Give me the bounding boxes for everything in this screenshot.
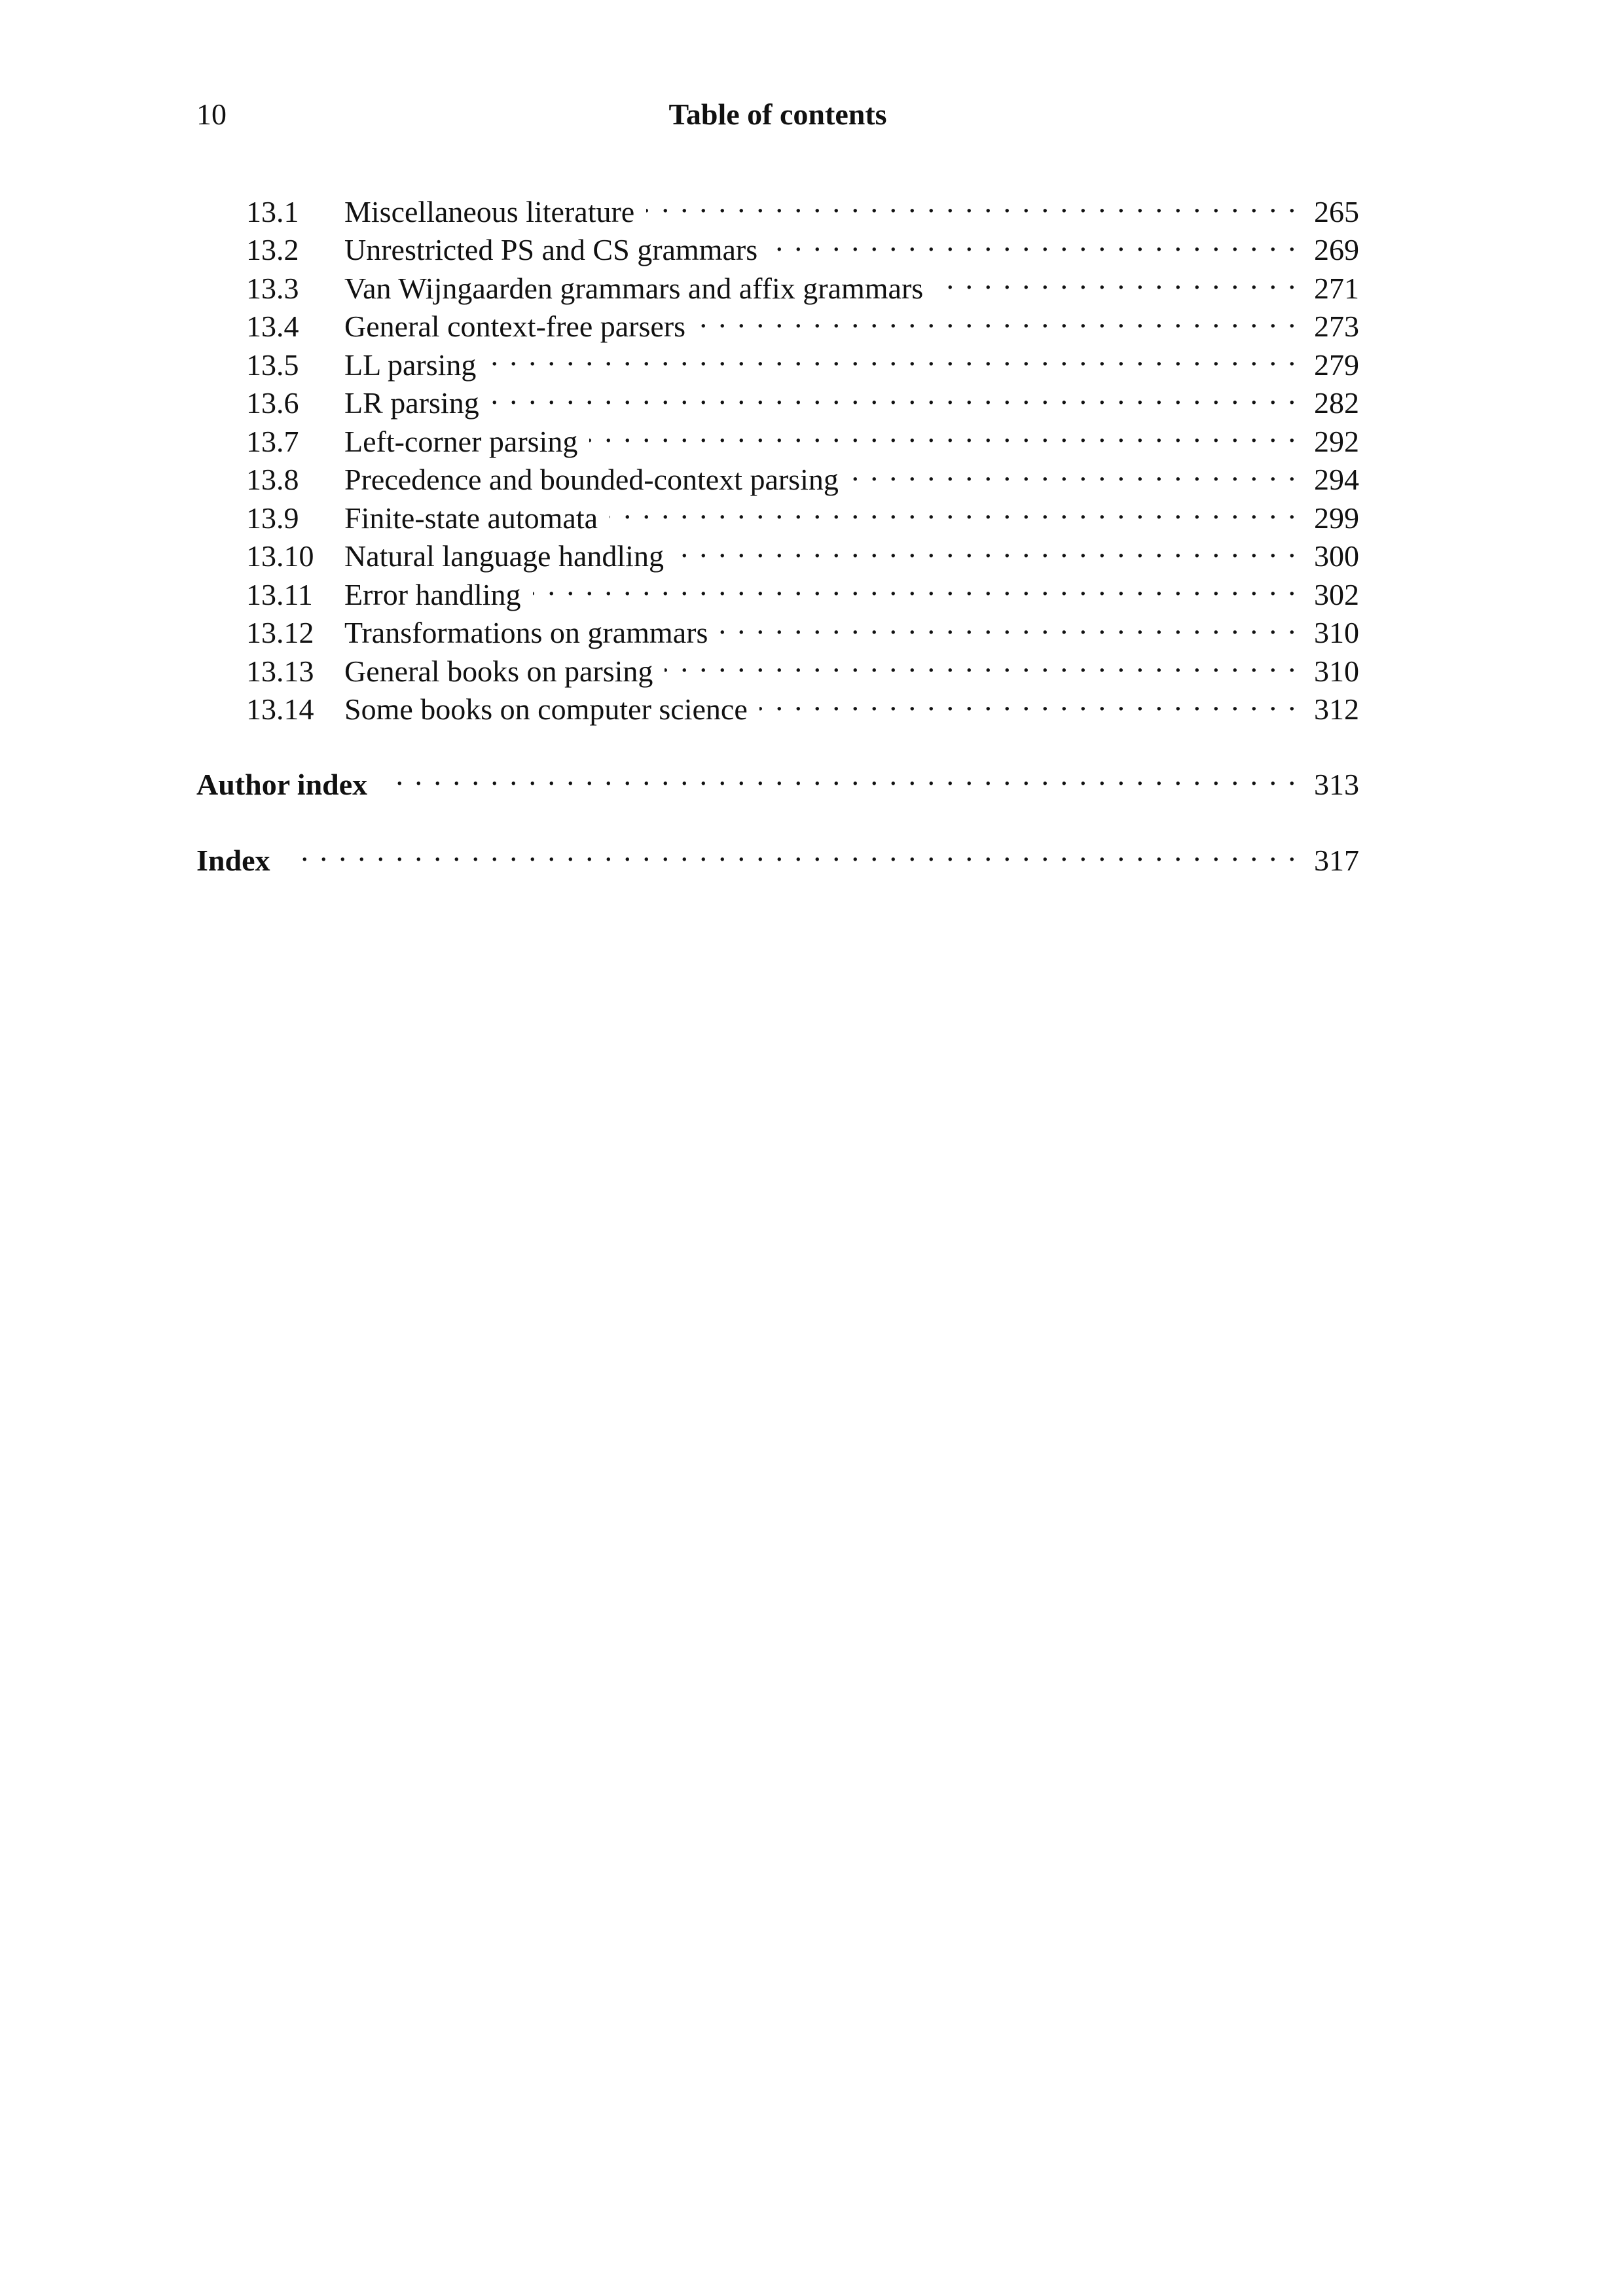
toc-entry[interactable]	[196, 183, 1359, 228]
section-number: 13.6	[246, 386, 299, 420]
section-number: 13.12	[246, 616, 314, 649]
section-number: 13.14	[246, 692, 314, 726]
section-title: Transformations on grammars	[344, 616, 708, 649]
dot-leader	[850, 452, 1298, 490]
dot-leader	[769, 222, 1298, 260]
dot-leader	[935, 260, 1298, 298]
section-number: 13.4	[246, 310, 299, 343]
section-number: 13.3	[246, 271, 299, 305]
dot-leader	[676, 528, 1298, 567]
section-title: Unrestricted PS and CS grammars	[344, 233, 758, 266]
author-index-page: 313	[1309, 766, 1359, 804]
section-number: 13.11	[246, 577, 313, 611]
section-number: 13.2	[246, 233, 299, 266]
toc-entry-index[interactable]	[196, 832, 1359, 877]
toc-list	[196, 183, 1359, 726]
dot-leader	[720, 605, 1298, 643]
section-title: LL parsing	[344, 348, 477, 382]
section-page: 300	[1309, 537, 1359, 576]
page-number: 10	[196, 98, 227, 131]
section-title: Natural language handling	[344, 539, 664, 573]
section-title: Error handling	[344, 577, 521, 611]
section-number: 13.7	[246, 424, 299, 458]
index-entry-block	[196, 832, 1359, 877]
section-title: Finite-state automata	[344, 501, 598, 535]
section-title: Precedence and bounded-context parsing	[344, 463, 839, 496]
section-number: 13.10	[246, 539, 314, 573]
section-page: 299	[1309, 499, 1359, 538]
dot-leader	[491, 375, 1298, 414]
section-number: 13.5	[246, 348, 299, 382]
section-page: 269	[1309, 231, 1359, 270]
section-page: 273	[1309, 308, 1359, 346]
dot-leader	[299, 832, 1298, 870]
section-title: Miscellaneous literature	[344, 194, 635, 228]
section-number: 13.8	[246, 463, 299, 496]
section-title: Van Wijngaarden grammars and affix grammars	[344, 271, 924, 305]
section-page: 282	[1309, 384, 1359, 423]
dot-leader	[697, 298, 1298, 337]
section-title: LR parsing	[344, 386, 479, 420]
dot-leader	[646, 183, 1298, 222]
section-number: 13.1	[246, 194, 299, 228]
dot-leader	[589, 413, 1298, 452]
page-header	[196, 92, 1359, 137]
index-page: 317	[1309, 842, 1359, 880]
dot-leader	[396, 756, 1298, 795]
dot-leader	[665, 643, 1298, 681]
section-title: General books on parsing	[344, 654, 653, 688]
section-page: 294	[1309, 461, 1359, 499]
section-page: 265	[1309, 193, 1359, 232]
toc-entry-author-index[interactable]	[196, 756, 1359, 801]
dot-leader	[610, 490, 1298, 528]
section-title: Left-corner parsing	[344, 424, 578, 458]
section-title: Some books on computer science	[344, 692, 748, 726]
section-page: 302	[1309, 576, 1359, 615]
author-index-entry-block	[196, 756, 1359, 801]
section-page: 310	[1309, 614, 1359, 653]
section-number: 13.13	[246, 654, 314, 688]
section-page: 271	[1309, 270, 1359, 308]
dot-leader	[533, 566, 1298, 605]
dot-leader	[488, 336, 1298, 375]
author-index-title: Author index	[196, 767, 368, 801]
section-page: 310	[1309, 653, 1359, 691]
section-page: 279	[1309, 346, 1359, 385]
section-title: General context-free parsers	[344, 310, 686, 343]
index-title: Index	[196, 843, 270, 877]
section-page: 292	[1309, 423, 1359, 461]
dot-leader	[759, 681, 1298, 720]
running-title: Table of contents	[668, 98, 887, 131]
section-page: 312	[1309, 691, 1359, 729]
section-number: 13.9	[246, 501, 299, 535]
